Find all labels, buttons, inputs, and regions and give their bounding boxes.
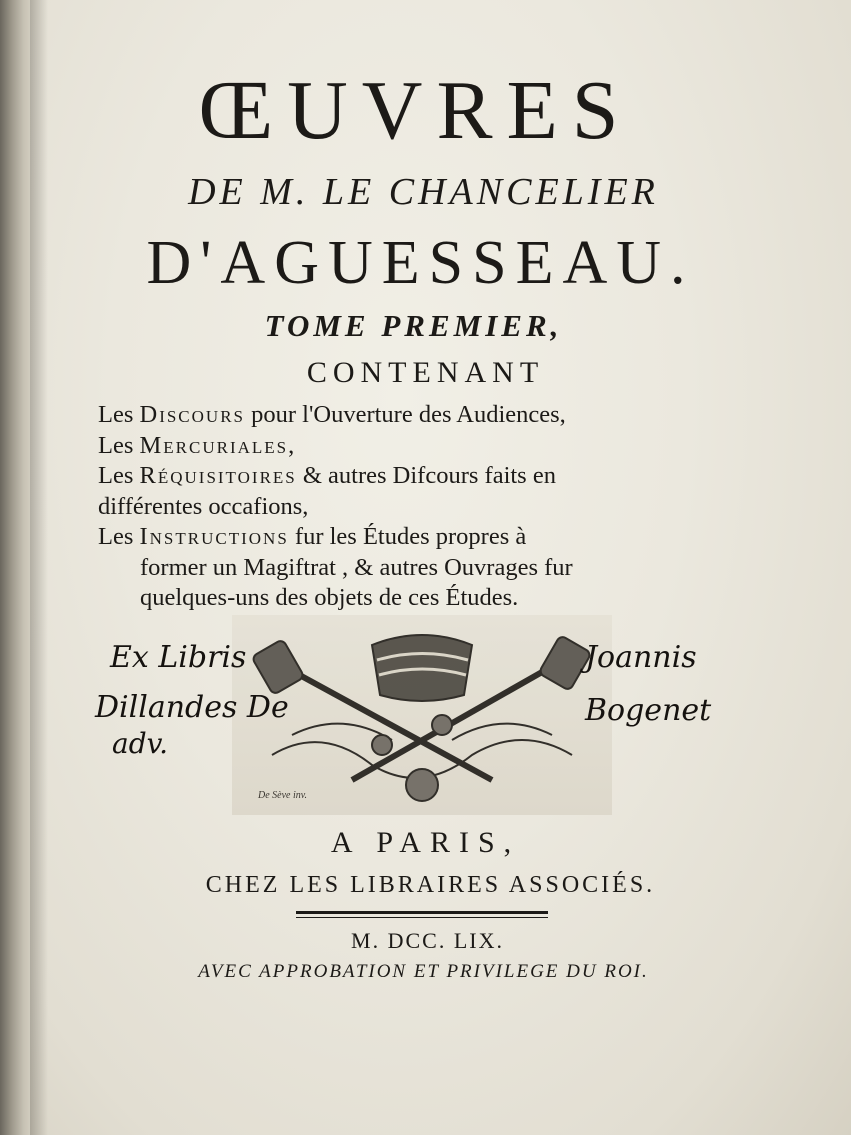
imprint-privilege: AVEC APPROBATION ET PRIVILEGE DU ROI.	[198, 961, 649, 982]
handwritten-owner-name: Dillandes De	[95, 690, 289, 725]
imprint-publisher: CHEZ LES LIBRAIRES ASSOCIÉS.	[205, 872, 656, 898]
imprint-rule-thin	[296, 917, 548, 918]
contents-item-mercuriales: Les Mercuriales,	[98, 431, 295, 459]
vignette-illustration	[232, 615, 612, 815]
handwritten-owner-surname: Bogenet	[585, 693, 712, 728]
contents-item-discours: Les Discours pour l'Ouverture des Audiences,	[98, 401, 566, 428]
contents-heading: CONTENANT	[306, 356, 545, 389]
contents-item-instructions: Les Instructions fur les Études propres à	[98, 523, 527, 550]
imprint-place: A PARIS,	[330, 826, 521, 859]
contents-item-requisitoires: Les Réquisitoires & autres Difcours faits en	[98, 462, 556, 489]
main-title: ŒUVRES	[198, 64, 633, 157]
imprint-rule-thick	[296, 911, 548, 914]
contents-item-requisitoires-cont: différentes occafions,	[98, 492, 309, 520]
bookplate-emblem	[232, 615, 612, 815]
handwritten-title-abbrev: adv.	[112, 727, 169, 760]
imprint-date: M. DCC. LIX.	[351, 928, 504, 953]
volume-label: TOME PREMIER,	[264, 308, 563, 343]
contents-list	[98, 400, 718, 614]
contents-item-instructions-cont-2: quelques-uns des objets de ces Études.	[140, 584, 519, 611]
handwritten-owner-first-name: Joannis	[585, 640, 697, 675]
handwritten-ex-libris: Ex Libris	[110, 640, 247, 675]
engraver-credit: De Sève inv.	[258, 790, 307, 801]
subtitle-chancelier: DE M. LE CHANCELIER	[188, 171, 659, 213]
contents-item-instructions-cont-1: former un Magiftrat , & autres Ouvrages fur	[140, 553, 573, 581]
author-name: D'AGUESSEAU.	[146, 229, 695, 297]
